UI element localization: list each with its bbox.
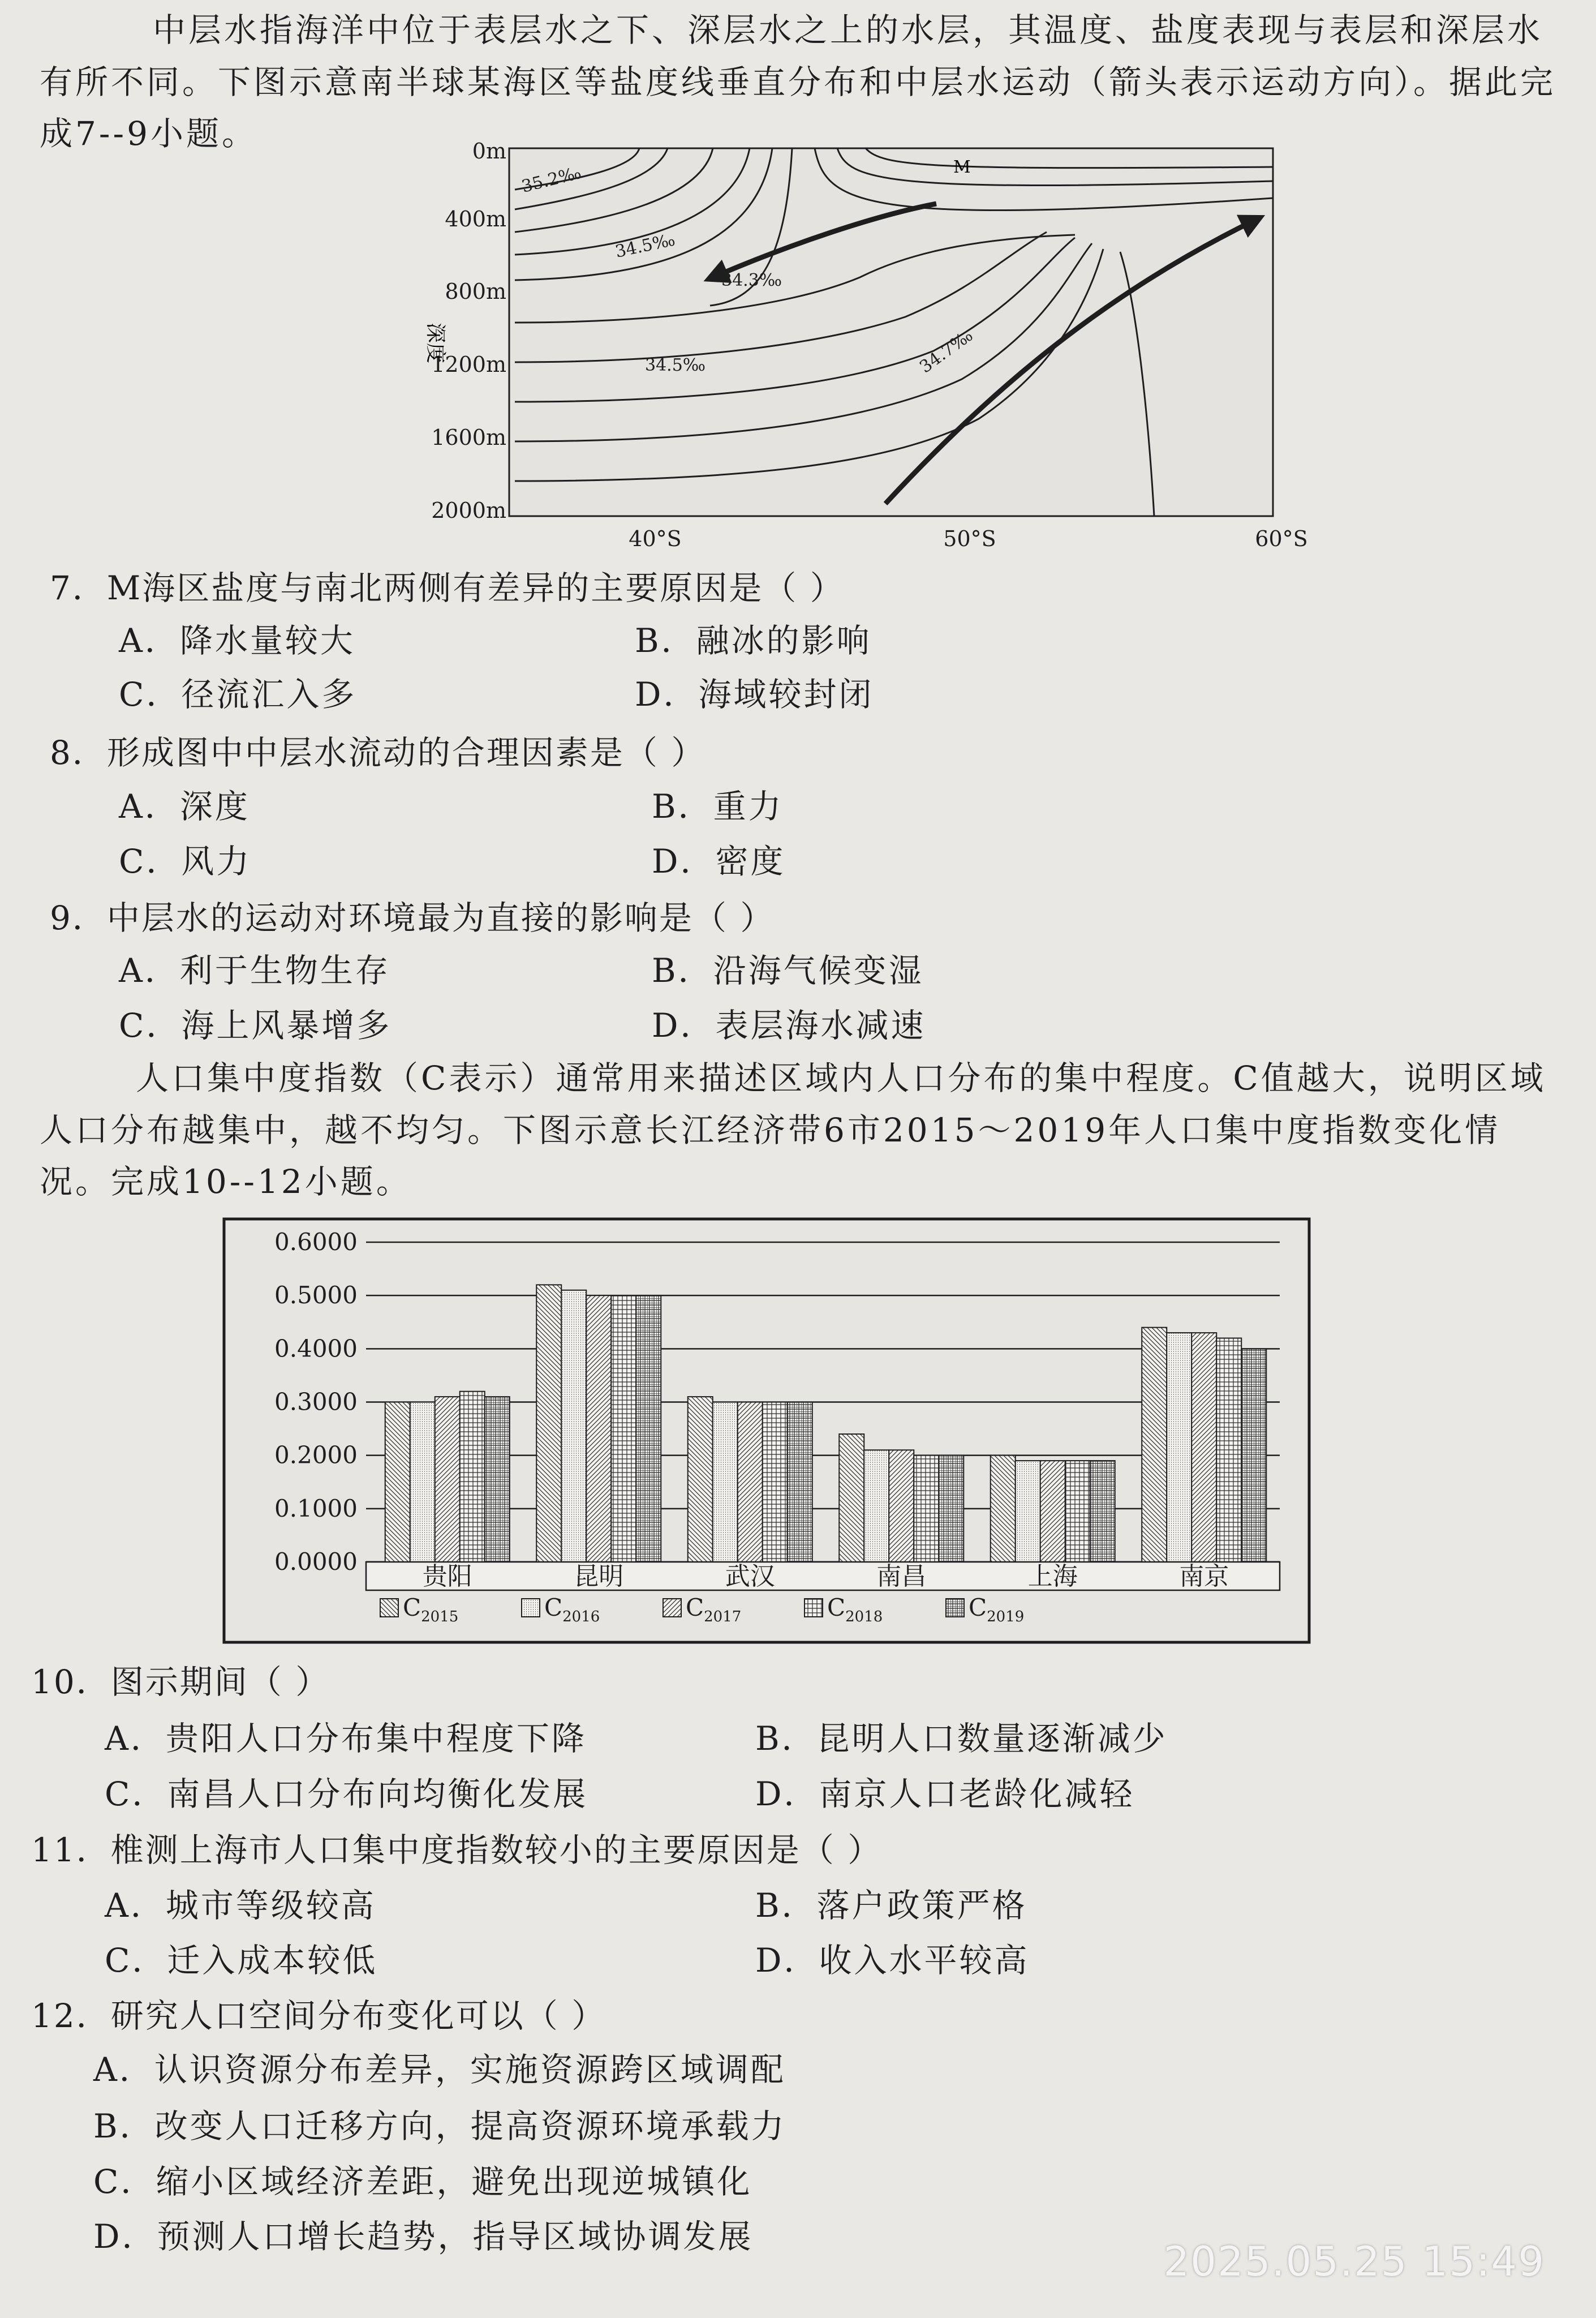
q10-option-d[interactable]: D．南京人口老龄化减轻: [755, 1775, 1135, 1813]
bar-武汉-C2016: [713, 1402, 738, 1562]
category-label: 昆明: [574, 1562, 624, 1591]
q7-option-b[interactable]: B．融冰的影响: [635, 621, 872, 660]
bar-贵阳-C2019: [485, 1397, 510, 1562]
y-tick: 400m: [445, 207, 506, 231]
label-m: M: [953, 157, 971, 177]
bar-南昌-C2016: [864, 1450, 889, 1562]
bar-上海-C2015: [991, 1456, 1016, 1562]
y-axis-title: 深度: [424, 323, 447, 364]
bar-南昌-C2015: [839, 1434, 864, 1562]
y-tick-label: 0.0000: [274, 1548, 358, 1576]
question-12: 12．研究人口空间分布变化可以（ ）: [31, 1997, 606, 2035]
bar-南昌-C2018: [914, 1456, 939, 1562]
question-7: 7．M海区盐度与南北两侧有差异的主要原因是（ ）: [50, 569, 845, 607]
isohaline-label: 34.5‰: [613, 230, 677, 262]
q8-option-a[interactable]: A．深度: [119, 787, 250, 826]
legend-swatch: [805, 1599, 823, 1617]
bar-昆明-C2015: [536, 1285, 561, 1562]
q11-option-a[interactable]: A．城市等级较高: [105, 1886, 376, 1925]
q8-option-d[interactable]: D．密度: [652, 842, 786, 881]
question-8: 8．形成图中中层水流动的合理因素是（ ）: [50, 733, 706, 772]
bar-上海-C2018: [1065, 1461, 1090, 1562]
q12-option-c[interactable]: C．缩小区域经济差距，避免出现逆城镇化: [93, 2162, 752, 2201]
category-label: 南昌: [876, 1562, 927, 1591]
bar-南昌-C2017: [889, 1450, 914, 1562]
bar-贵阳-C2015: [385, 1402, 410, 1562]
intro-text-ocean: 中层水指海洋中位于表层水之下、深层水之上的水层，其温度、盐度表现与表层和深层水有所不同。下图示意南半球某海区等盐度线垂直分布和中层水运动（箭头表示运动方向）。据此完成7--9小题。: [40, 11, 1556, 153]
y-tick-label: 0.6000: [274, 1228, 358, 1256]
isohaline-label: 34.3‰: [721, 271, 782, 290]
category-axis-strip: [366, 1562, 1280, 1590]
y-tick: 0m: [472, 139, 506, 164]
category-label: 武汉: [725, 1562, 775, 1591]
q8-option-c[interactable]: C．风力: [119, 842, 252, 881]
category-label: 南京: [1179, 1562, 1229, 1591]
q9-option-d[interactable]: D．表层海水减速: [652, 1006, 926, 1045]
bar-昆明-C2018: [611, 1295, 636, 1562]
y-tick: 1200m: [431, 352, 506, 377]
bar-南昌-C2019: [939, 1456, 963, 1562]
q12-option-d[interactable]: D．预测人口增长趋势，指导区域协调发展: [93, 2217, 754, 2256]
bar-上海-C2017: [1040, 1461, 1065, 1562]
legend-swatch: [380, 1599, 398, 1617]
q9-option-c[interactable]: C．海上风暴增多: [119, 1006, 392, 1045]
q12-option-b[interactable]: B．改变人口迁移方向，提高资源环境承载力: [93, 2107, 786, 2145]
q10-option-b[interactable]: B．昆明人口数量逐渐减少: [755, 1719, 1168, 1758]
bar-贵阳-C2017: [435, 1397, 460, 1562]
x-tick: 40°S: [629, 526, 682, 551]
bar-南京-C2016: [1167, 1333, 1191, 1562]
bar-昆明-C2019: [636, 1295, 661, 1562]
legend-swatch: [522, 1599, 540, 1617]
isohaline-label: 34.5‰: [645, 355, 706, 375]
bar-贵阳-C2018: [460, 1392, 485, 1562]
isohaline-label: 34.7‰: [916, 325, 977, 377]
photo-timestamp: 2025.05.25 15:49: [1163, 2238, 1545, 2285]
q10-option-a[interactable]: A．贵阳人口分布集中程度下降: [105, 1719, 587, 1758]
category-label: 上海: [1027, 1562, 1078, 1591]
intro-text-population: 人口集中度指数（C表示）通常用来描述区域内人口分布的集中程度。C值越大，说明区域人口分布越集中，越不均匀。下图示意长江经济带6市2015～2019年人口集中度指数变化情况。完成10--12小题。: [40, 1059, 1546, 1201]
y-tick-label: 0.4000: [274, 1334, 358, 1363]
q8-option-b[interactable]: B．重力: [652, 787, 784, 826]
y-tick: 2000m: [431, 498, 506, 523]
legend-label: $C_{2015}$: [403, 1594, 459, 1625]
y-tick: 800m: [445, 279, 506, 304]
y-tick: 1600m: [431, 425, 506, 450]
intro-paragraph-population: [40, 1053, 1567, 1208]
bar-南京-C2018: [1216, 1338, 1241, 1562]
y-tick-label: 0.5000: [274, 1281, 358, 1310]
legend-swatch: [946, 1599, 964, 1617]
bar-南京-C2015: [1142, 1328, 1167, 1562]
y-tick-label: 0.2000: [274, 1441, 358, 1469]
y-tick-label: 0.1000: [274, 1494, 358, 1522]
category-label: 贵阳: [422, 1562, 472, 1591]
bar-南京-C2017: [1191, 1333, 1216, 1562]
q11-option-c[interactable]: C．迁入成本较低: [105, 1941, 378, 1980]
q11-option-d[interactable]: D．收入水平较高: [755, 1941, 1030, 1980]
question-9: 9．中层水的运动对环境最为直接的影响是（ ）: [50, 899, 775, 937]
bar-上海-C2019: [1090, 1461, 1115, 1562]
bar-上海-C2016: [1016, 1461, 1040, 1562]
x-tick: 60°S: [1255, 526, 1308, 551]
bar-武汉-C2015: [688, 1397, 713, 1562]
legend-label: $C_{2016}$: [544, 1594, 600, 1625]
isohaline-label: 35.2‰: [519, 162, 583, 197]
bar-昆明-C2017: [586, 1295, 611, 1562]
q9-option-a[interactable]: A．利于生物生存: [119, 951, 390, 990]
bar-南京-C2019: [1241, 1349, 1266, 1562]
bar-武汉-C2017: [738, 1402, 763, 1562]
bar-贵阳-C2016: [410, 1402, 435, 1562]
bar-武汉-C2018: [763, 1402, 788, 1562]
y-tick-label: 0.3000: [274, 1388, 358, 1416]
legend-label: $C_{2018}$: [827, 1594, 883, 1625]
legend-label: $C_{2019}$: [969, 1594, 1025, 1625]
question-10: 10．图示期间（ ）: [31, 1663, 330, 1701]
q11-option-b[interactable]: B．落户政策严格: [755, 1886, 1027, 1925]
bar-昆明-C2016: [561, 1290, 586, 1562]
population-concentration-chart: [222, 1217, 1314, 1647]
isohaline-diagram: [396, 136, 1335, 555]
bar-武汉-C2019: [788, 1402, 812, 1562]
q7-option-a[interactable]: A．降水量较大: [119, 621, 355, 660]
legend-label: $C_{2017}$: [686, 1594, 742, 1625]
q10-option-c[interactable]: C．南昌人口分布向均衡化发展: [105, 1775, 588, 1813]
question-11: 11．椎测上海市人口集中度指数较小的主要原因是（ ）: [31, 1831, 883, 1869]
x-tick: 50°S: [943, 526, 996, 551]
q9-option-b[interactable]: B．沿海气候变湿: [652, 951, 924, 990]
q7-option-d[interactable]: D．海域较封闭: [635, 675, 874, 714]
q7-option-c[interactable]: C．径流汇入多: [119, 675, 357, 714]
q12-option-a[interactable]: A．认识资源分布差异，实施资源跨区域调配: [93, 2050, 786, 2089]
legend-swatch: [663, 1599, 681, 1617]
